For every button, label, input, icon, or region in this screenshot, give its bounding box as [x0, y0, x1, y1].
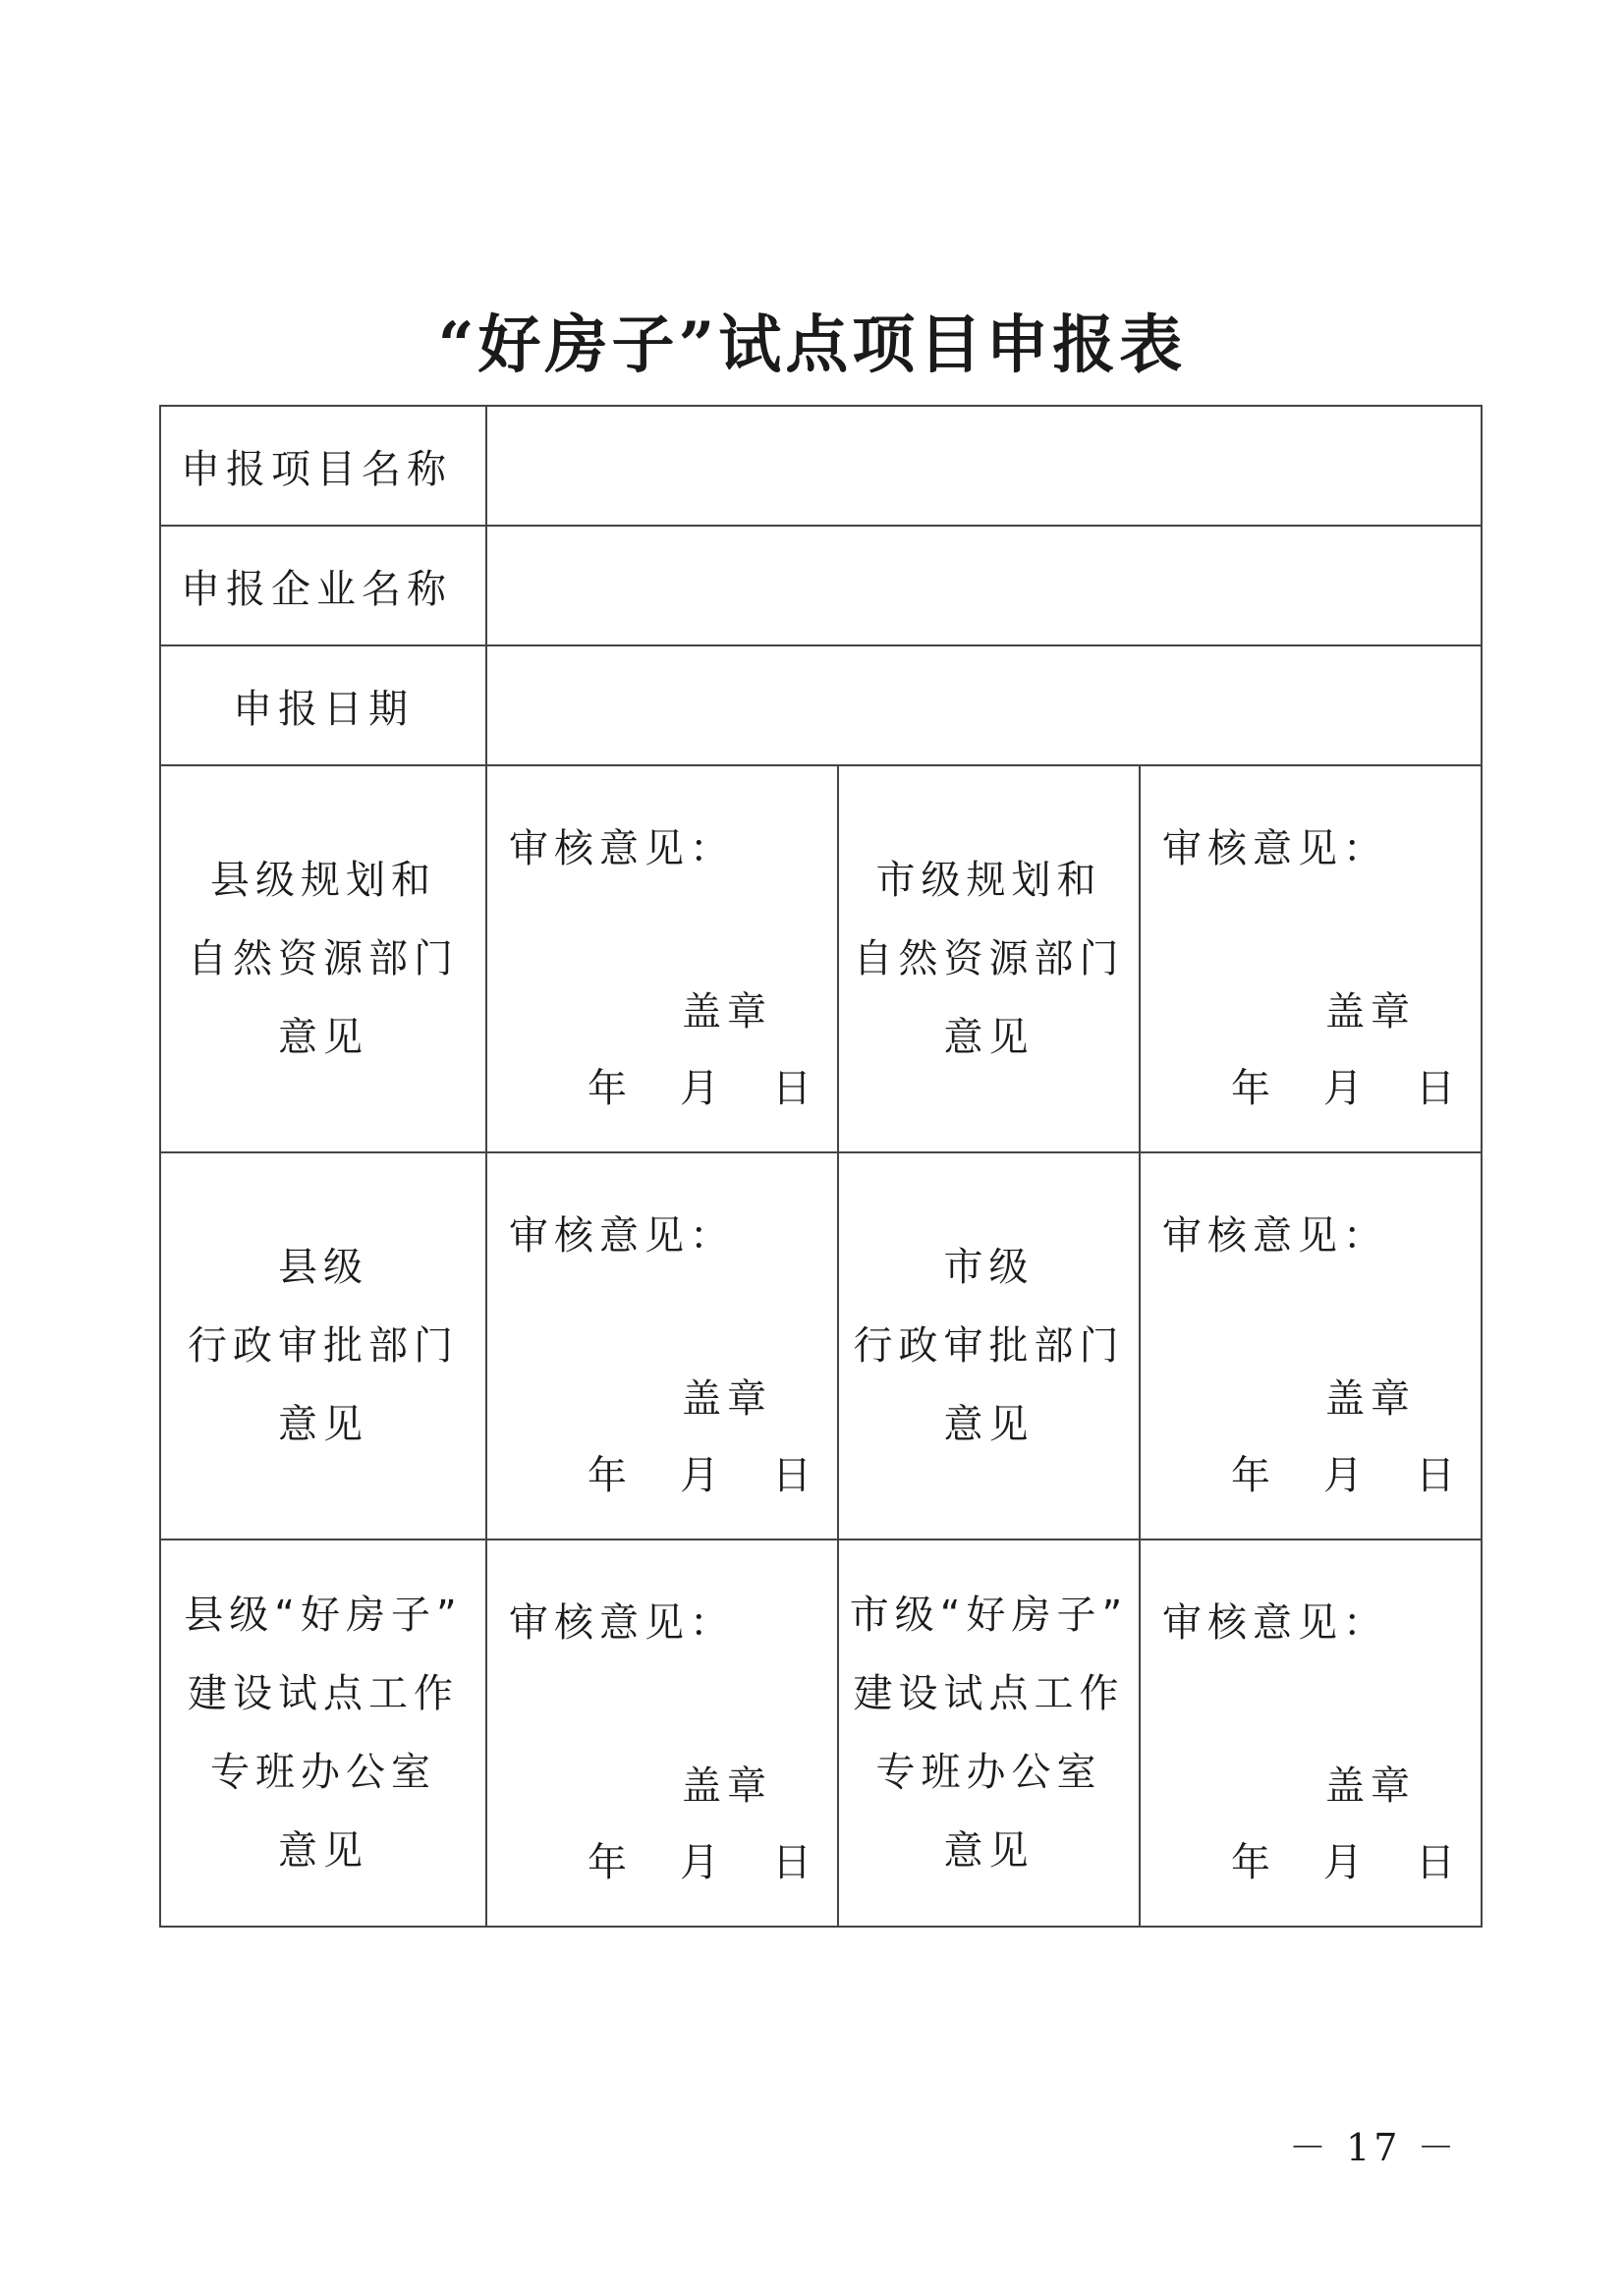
form-row-company-name: [160, 526, 1482, 645]
form-row-project-name: [160, 406, 1482, 526]
dept-label-line: 建设试点工作: [853, 1671, 1125, 1716]
seal-label: 盖章: [1325, 1376, 1417, 1422]
dept-label-line: 市级规划和: [875, 858, 1102, 903]
month-label: 月: [680, 1453, 725, 1498]
dept-label-line: 建设试点工作: [188, 1671, 459, 1716]
city-task-force-label: [838, 1539, 1140, 1927]
county-admin-opinion-cell[interactable]: [486, 1152, 838, 1539]
year-label: 年: [1231, 1453, 1277, 1498]
project-name-field[interactable]: [486, 406, 1482, 526]
review-opinion-label: 审核意见：: [509, 1600, 735, 1646]
company-name-label: 申报企业名称: [160, 526, 486, 645]
year-label: 年: [1231, 1066, 1277, 1111]
city-planning-opinion-cell[interactable]: [1140, 765, 1482, 1152]
page-number: － 17 －: [1289, 2126, 1459, 2169]
dept-label-line: 专班办公室: [210, 1750, 436, 1795]
dept-label-line: 县级: [278, 1245, 368, 1290]
year-label: 年: [588, 1066, 633, 1111]
dept-label-line: 行政审批部门: [853, 1323, 1125, 1369]
dept-label-line: 意见: [278, 1828, 368, 1874]
city-admin-dept-label: [838, 1152, 1140, 1539]
review-opinion-label: 审核意见：: [1162, 826, 1388, 871]
city-task-force-opinion-cell[interactable]: [1140, 1539, 1482, 1927]
dept-label-line: 市级“好房子”: [849, 1593, 1129, 1638]
dept-label-line: 自然资源部门: [188, 936, 459, 981]
dept-label-line: 市级: [943, 1245, 1035, 1290]
date-line: [588, 1831, 817, 1887]
review-opinion-label: 审核意见：: [509, 826, 735, 871]
approval-row-admin: [160, 1152, 1482, 1539]
day-label: 日: [772, 1840, 817, 1885]
county-admin-dept-label: [160, 1152, 486, 1539]
month-label: 月: [680, 1840, 725, 1885]
date-line: [1231, 1831, 1461, 1887]
day-label: 日: [1416, 1453, 1462, 1498]
county-planning-opinion-cell[interactable]: [486, 765, 838, 1152]
apply-date-field[interactable]: [486, 645, 1482, 765]
approval-row-task-force: [160, 1539, 1482, 1927]
dept-label-line: 意见: [943, 1015, 1035, 1060]
month-label: 月: [680, 1066, 725, 1111]
month-label: 月: [1323, 1453, 1370, 1498]
dept-label-line: 意见: [943, 1828, 1035, 1874]
company-name-field[interactable]: [486, 526, 1482, 645]
seal-label: 盖章: [1325, 1763, 1417, 1809]
month-label: 月: [1323, 1066, 1370, 1111]
date-line: [1231, 1057, 1461, 1113]
day-label: 日: [1416, 1066, 1462, 1111]
county-task-force-label: [160, 1539, 486, 1927]
dept-label-line: 行政审批部门: [188, 1323, 459, 1369]
date-line: [588, 1057, 817, 1113]
year-label: 年: [588, 1840, 633, 1885]
seal-label: 盖章: [682, 1376, 772, 1422]
dept-label-line: 意见: [278, 1015, 368, 1060]
county-planning-dept-label: [160, 765, 486, 1152]
apply-date-label: 申报日期: [160, 645, 486, 765]
review-opinion-label: 审核意见：: [1162, 1213, 1388, 1259]
county-task-force-opinion-cell[interactable]: [486, 1539, 838, 1927]
date-line: [588, 1444, 817, 1500]
dept-label-line: 县级“好房子”: [184, 1593, 463, 1638]
seal-label: 盖章: [682, 1763, 772, 1809]
dept-label-line: 专班办公室: [875, 1750, 1102, 1795]
seal-label: 盖章: [1325, 989, 1417, 1035]
dept-label-line: 意见: [943, 1402, 1035, 1447]
page-title: “好房子”试点项目申报表: [437, 308, 1187, 382]
project-name-label: 申报项目名称: [160, 406, 486, 526]
approval-row-planning: [160, 765, 1482, 1152]
city-admin-opinion-cell[interactable]: [1140, 1152, 1482, 1539]
review-opinion-label: 审核意见：: [509, 1213, 735, 1259]
dept-label-line: 县级规划和: [210, 858, 436, 903]
dept-label-line: 自然资源部门: [853, 936, 1125, 981]
date-line: [1231, 1444, 1461, 1500]
year-label: 年: [1231, 1840, 1277, 1885]
day-label: 日: [772, 1453, 817, 1498]
form-row-apply-date: [160, 645, 1482, 765]
year-label: 年: [588, 1453, 633, 1498]
application-form-table: [159, 405, 1483, 1928]
day-label: 日: [1416, 1840, 1462, 1885]
review-opinion-label: 审核意见：: [1162, 1600, 1388, 1646]
city-planning-dept-label: [838, 765, 1140, 1152]
seal-label: 盖章: [682, 989, 772, 1035]
dept-label-line: 意见: [278, 1402, 368, 1447]
day-label: 日: [772, 1066, 817, 1111]
month-label: 月: [1323, 1840, 1370, 1885]
